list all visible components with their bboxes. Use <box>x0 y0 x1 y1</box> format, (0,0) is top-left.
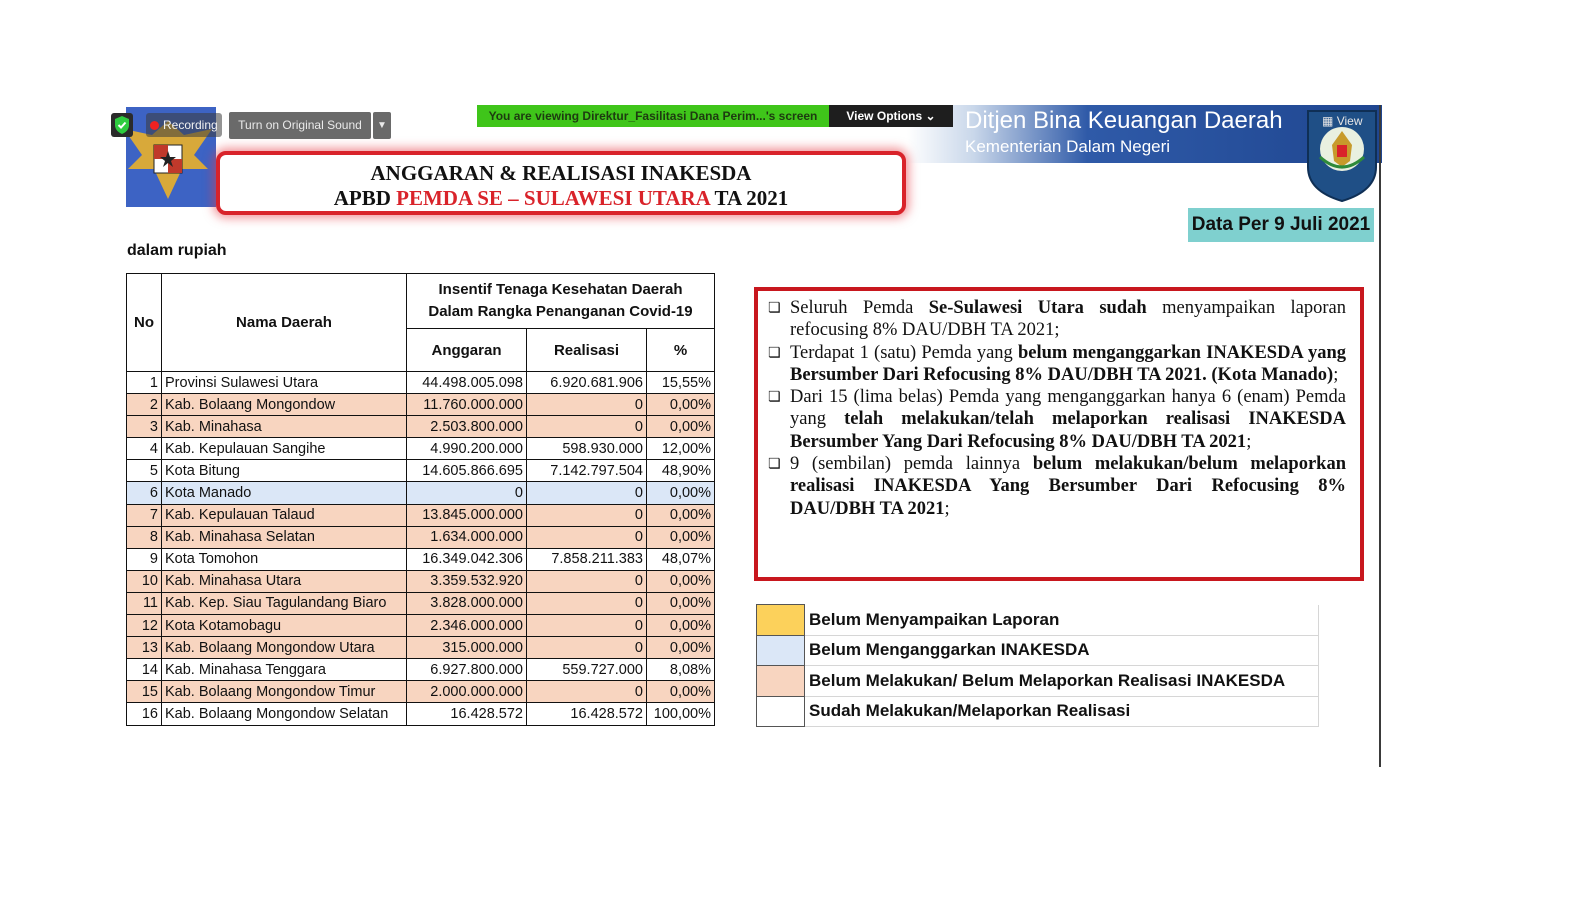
checkbox-bullet-icon: ❏ <box>768 456 781 473</box>
cell-anggaran: 11.760.000.000 <box>407 394 527 416</box>
cell-anggaran: 6.927.800.000 <box>407 659 527 681</box>
original-sound-dropdown[interactable] <box>373 112 391 139</box>
legend-label: Belum Menganggarkan INAKESDA <box>805 635 1319 666</box>
cell-pct: 0,00% <box>647 416 715 438</box>
slide-edge <box>1379 105 1381 767</box>
col-header-realisasi: Realisasi <box>527 329 647 372</box>
budget-table <box>126 273 715 726</box>
grid-icon: ▦ <box>1322 114 1334 128</box>
cell-pct: 0,00% <box>647 637 715 659</box>
cell-no: 13 <box>127 637 162 659</box>
table-row <box>127 570 715 592</box>
org-name: Ditjen Bina Keuangan Daerah <box>965 107 1283 134</box>
cell-pct: 0,00% <box>647 615 715 637</box>
cell-name: Kota Manado <box>162 482 407 504</box>
table-row <box>127 637 715 659</box>
cell-name: Kab. Bolaang Mongondow Utara <box>162 637 407 659</box>
cell-no: 6 <box>127 482 162 504</box>
summary-item-4-bold: belum melakukan/belum melaporkan realisasi INAKESDA Yang Bersumber Dari Refocusing 8% DAU/DBH TA 2021 <box>790 454 1346 519</box>
recording-indicator[interactable] <box>146 113 222 137</box>
cell-pct: 8,08% <box>647 659 715 681</box>
cell-no: 5 <box>127 460 162 482</box>
col-header-anggaran: Anggaran <box>407 329 527 372</box>
cell-anggaran: 0 <box>407 482 527 504</box>
legend-swatch <box>757 696 805 727</box>
summary-item-4 <box>768 453 1346 520</box>
col-header-group: Insentif Tenaga Kesehatan Daerah Dalam Rangka Penanganan Covid-19 <box>407 274 715 329</box>
original-sound-button[interactable]: Turn on Original Sound <box>229 112 371 139</box>
data-date-badge: Data Per 9 Juli 2021 <box>1188 208 1374 242</box>
table-row <box>127 526 715 548</box>
cell-name: Kab. Minahasa Tenggara <box>162 659 407 681</box>
cell-realisasi: 559.727.000 <box>527 659 647 681</box>
cell-name: Kab. Bolaang Mongondow <box>162 394 407 416</box>
view-options-label: View Options <box>846 109 923 123</box>
col-header-name: Nama Daerah <box>162 274 407 372</box>
summary-item-3-text: Dari 15 (lima belas) Pemda yang menganggarkan hanya 6 (enam) Pemda yang <box>790 387 1346 430</box>
cell-pct: 0,00% <box>647 570 715 592</box>
summary-item-1-bold: Se-Sulawesi Utara sudah <box>928 298 1147 318</box>
cell-anggaran: 16.428.572 <box>407 703 527 725</box>
summary-item-1-tail: menyampaikan laporan refocusing 8% DAU/DBH TA 2021; <box>790 298 1346 341</box>
cell-realisasi: 0 <box>527 637 647 659</box>
cell-anggaran: 13.845.000.000 <box>407 504 527 526</box>
cell-anggaran: 4.990.200.000 <box>407 438 527 460</box>
title-line-2-suffix: TA 2021 <box>709 186 789 210</box>
legend-row <box>757 696 1319 727</box>
legend-label: Belum Menyampaikan Laporan <box>805 605 1319 636</box>
table-row <box>127 592 715 614</box>
cell-pct: 48,90% <box>647 460 715 482</box>
cell-pct: 0,00% <box>647 592 715 614</box>
cell-name: Kab. Bolaang Mongondow Selatan <box>162 703 407 725</box>
cell-realisasi: 0 <box>527 570 647 592</box>
record-dot-icon <box>150 121 159 130</box>
cell-name: Kab. Minahasa <box>162 416 407 438</box>
cell-anggaran: 3.359.532.920 <box>407 570 527 592</box>
cell-pct: 0,00% <box>647 504 715 526</box>
caret-down-icon: ▼ <box>377 120 387 131</box>
unit-label: dalam rupiah <box>127 242 227 259</box>
legend-swatch <box>757 666 805 697</box>
table-row <box>127 438 715 460</box>
legend-label: Sudah Melakukan/Melaporkan Realisasi <box>805 696 1319 727</box>
summary-item-4-tail: ; <box>944 498 950 519</box>
table-row <box>127 416 715 438</box>
table-row <box>127 615 715 637</box>
cell-pct: 0,00% <box>647 526 715 548</box>
cell-name: Kota Kotamobagu <box>162 615 407 637</box>
cell-realisasi: 0 <box>527 482 647 504</box>
cell-name: Provinsi Sulawesi Utara <box>162 372 407 394</box>
legend-row <box>757 605 1319 636</box>
cell-pct: 12,00% <box>647 438 715 460</box>
cell-realisasi: 0 <box>527 394 647 416</box>
cell-name: Kab. Minahasa Utara <box>162 570 407 592</box>
summary-box <box>754 287 1364 581</box>
cell-no: 14 <box>127 659 162 681</box>
cell-realisasi: 16.428.572 <box>527 703 647 725</box>
security-shield-icon[interactable] <box>111 113 133 137</box>
legend-swatch <box>757 635 805 666</box>
cell-realisasi: 0 <box>527 592 647 614</box>
cell-realisasi: 0 <box>527 526 647 548</box>
cell-pct: 100,00% <box>647 703 715 725</box>
cell-no: 2 <box>127 394 162 416</box>
view-tag-label: View <box>1336 114 1363 128</box>
summary-item-1-text: Seluruh Pemda <box>790 298 929 318</box>
legend-label: Belum Melakukan/ Belum Melaporkan Realisasi INAKESDA <box>805 666 1319 697</box>
checkbox-bullet-icon: ❏ <box>768 300 781 316</box>
cell-name: Kab. Kepulauan Talaud <box>162 504 407 526</box>
summary-item-2-tail: ; <box>1333 364 1339 385</box>
presentation-slide <box>112 105 1382 767</box>
table-row <box>127 394 715 416</box>
cell-anggaran: 2.346.000.000 <box>407 615 527 637</box>
cell-anggaran: 315.000.000 <box>407 637 527 659</box>
cell-no: 10 <box>127 570 162 592</box>
view-options-button[interactable] <box>829 105 953 127</box>
cell-no: 1 <box>127 372 162 394</box>
cell-anggaran: 44.498.005.098 <box>407 372 527 394</box>
summary-item-3-bold: telah melakukan/telah melaporkan realisasi INAKESDA Bersumber Yang Dari Refocusing 8% DAU/DBH TA 2021 <box>790 409 1346 452</box>
status-legend <box>756 604 1319 727</box>
table-row <box>127 548 715 570</box>
cell-no: 9 <box>127 548 162 570</box>
cell-no: 8 <box>127 526 162 548</box>
cell-realisasi: 7.858.211.383 <box>527 548 647 570</box>
summary-item-2-bold: belum menganggarkan INAKESDA yang Bersumber Dari Refocusing 8% DAU/DBH TA 2021. (Kota Manado) <box>790 342 1346 385</box>
legend-swatch <box>757 605 805 636</box>
title-line-2 <box>220 186 902 211</box>
cell-realisasi: 0 <box>527 681 647 703</box>
slide-title <box>216 151 906 215</box>
table-row <box>127 372 715 394</box>
cell-name: Kab. Bolaang Mongondow Timur <box>162 681 407 703</box>
col-header-pct: % <box>647 329 715 372</box>
cell-pct: 15,55% <box>647 372 715 394</box>
cell-no: 11 <box>127 592 162 614</box>
cell-pct: 48,07% <box>647 548 715 570</box>
summary-item-2 <box>768 342 1346 387</box>
cell-anggaran: 2.000.000.000 <box>407 681 527 703</box>
cell-name: Kab. Kepulauan Sangihe <box>162 438 407 460</box>
summary-item-3 <box>768 386 1346 453</box>
cell-pct: 0,00% <box>647 394 715 416</box>
col-header-no: No <box>127 274 162 372</box>
cell-no: 7 <box>127 504 162 526</box>
cell-anggaran: 14.605.866.695 <box>407 460 527 482</box>
cell-no: 12 <box>127 615 162 637</box>
table-body <box>127 372 715 726</box>
cell-no: 3 <box>127 416 162 438</box>
table-row <box>127 482 715 504</box>
legend-row <box>757 666 1319 697</box>
title-line-2-prefix: APBD <box>333 186 397 210</box>
checkbox-bullet-icon: ❏ <box>768 389 781 406</box>
cell-no: 4 <box>127 438 162 460</box>
cell-name: Kota Tomohon <box>162 548 407 570</box>
org-subtitle: Kementerian Dalam Negeri <box>965 137 1171 156</box>
cell-pct: 0,00% <box>647 482 715 504</box>
cell-anggaran: 16.349.042.306 <box>407 548 527 570</box>
screen-share-notice: You are viewing Direktur_Fasilitasi Dana Perim...'s screen <box>477 105 829 127</box>
cell-anggaran: 2.503.800.000 <box>407 416 527 438</box>
view-tag[interactable] <box>1322 114 1362 128</box>
cell-no: 15 <box>127 681 162 703</box>
table-row <box>127 659 715 681</box>
table-row <box>127 504 715 526</box>
cell-no: 16 <box>127 703 162 725</box>
table-row <box>127 681 715 703</box>
legend-row <box>757 635 1319 666</box>
cell-realisasi: 0 <box>527 504 647 526</box>
summary-item-3-tail: ; <box>1246 431 1252 452</box>
cell-name: Kab. Kep. Siau Tagulandang Biaro <box>162 592 407 614</box>
cell-anggaran: 3.828.000.000 <box>407 592 527 614</box>
cell-name: Kota Bitung <box>162 460 407 482</box>
summary-item-4-text: 9 (sembilan) pemda lainnya <box>790 454 1033 475</box>
cell-realisasi: 598.930.000 <box>527 438 647 460</box>
table-row <box>127 703 715 725</box>
recording-label: Recording <box>163 118 218 132</box>
cell-realisasi: 0 <box>527 416 647 438</box>
title-line-2-region: PEMDA SE – SULAWESI UTARA <box>396 186 710 210</box>
cell-pct: 0,00% <box>647 681 715 703</box>
checkbox-bullet-icon: ❏ <box>768 344 781 361</box>
summary-item-1 <box>768 297 1346 342</box>
cell-realisasi: 0 <box>527 615 647 637</box>
title-line-1: ANGGARAN & REALISASI INAKESDA <box>370 161 752 185</box>
chevron-down-icon: ⌄ <box>925 109 936 123</box>
cell-anggaran: 1.634.000.000 <box>407 526 527 548</box>
cell-realisasi: 7.142.797.504 <box>527 460 647 482</box>
cell-realisasi: 6.920.681.906 <box>527 372 647 394</box>
summary-item-2-text: Terdapat 1 (satu) Pemda yang <box>790 342 1018 363</box>
cell-name: Kab. Minahasa Selatan <box>162 526 407 548</box>
table-row <box>127 460 715 482</box>
